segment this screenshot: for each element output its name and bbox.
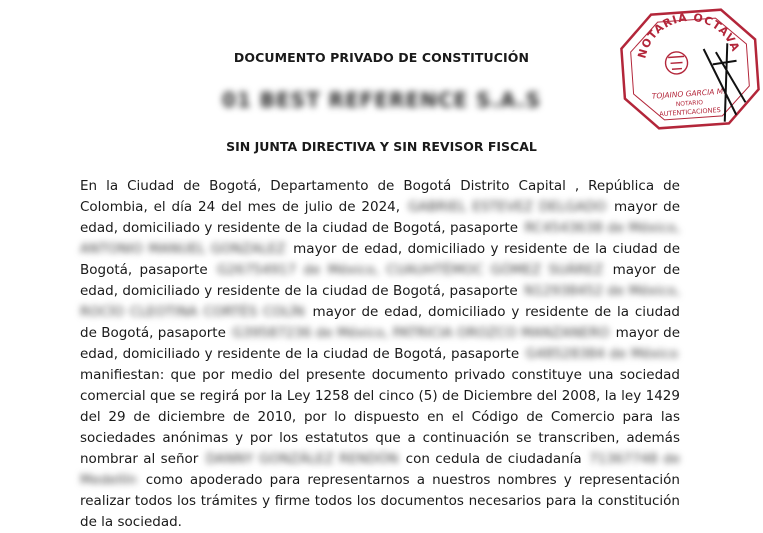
- stamp-line-3: AUTENTICACIONES: [659, 105, 721, 119]
- redacted-id-number: 71367748 de Medellín: [80, 451, 680, 488]
- company-name-redacted: 01 BEST REFERENCE S.A.S: [221, 88, 542, 112]
- constitution-body: [80, 176, 680, 533]
- redacted-name: GABRIEL ESTEVEZ DELGADO: [407, 199, 607, 215]
- stamp-line-1: TOJAINO GARCIA M.: [651, 86, 726, 101]
- redacted-passport: RC4543638 de México, ANTONIO MANUEL GONZALEZ: [80, 220, 680, 257]
- notary-stamp: [613, 1, 763, 137]
- redacted-passport: N12938452 de México, ROCÍO CLEOTINA CORTÉS COLÍN: [80, 283, 681, 320]
- document-title: DOCUMENTO PRIVADO DE CONSTITUCIÓN: [233, 50, 530, 65]
- redacted-passport: G48528384 de México: [525, 346, 678, 362]
- body-segment: mayor de edad, domiciliado y residente de la ciudad de Bogotá, pasaporte: [80, 262, 681, 299]
- body-segment: con cedula de ciudadanía: [405, 451, 582, 467]
- redacted-name: DANNY GONZÁLEZ RENDÓN: [205, 451, 399, 467]
- stamp-top-text: NOTARIA OCTAVA: [635, 10, 743, 60]
- notary-stamp-graphic: [613, 1, 763, 137]
- body-segment: mayor de edad, domiciliado y residente de la ciudad de Bogotá, pasaporte: [80, 325, 681, 362]
- redacted-passport: G39587236 de México, PATRICIA OROZCO MANZANERO: [232, 325, 610, 341]
- stamp-emblem-icon: [665, 51, 688, 74]
- document-subtitle: SIN JUNTA DIRECTIVA Y SIN REVISOR FISCAL: [226, 139, 537, 154]
- body-segment: mayor de edad, domiciliado y residente de la ciudad de Bogotá, pasaporte: [80, 304, 680, 341]
- body-segment: mayor de edad, domiciliado y residente de la ciudad de Bogotá, pasaporte: [80, 199, 681, 236]
- body-segment: manifiestan: que por medio del presente documento privado constituye una sociedad comercial que se regirá por la Ley 1258 del cinco (5) de Diciembre del 2008, la ley 1429 del 29 de diciembre de 2010, por lo dispuesto en el Código de Comercio para las sociedades anónimas y por los estatutos que a continuación se transcriben, además nombrar al señor: [80, 367, 680, 467]
- body-segment: mayor de edad, domiciliado y residente de la ciudad de Bogotá, pasaporte: [80, 241, 680, 278]
- body-segment: como apoderado para representarnos a nuestros nombres y representación realizar todos los trámites y firme todos los documentos necesarios para la constitución de la sociedad.: [80, 472, 680, 530]
- redacted-passport: G26754917 de México, CUAUHTÉMOC GÓMEZ SUÁREZ: [216, 262, 604, 278]
- body-paragraph: [80, 176, 680, 533]
- stamp-line-2: NOTARIO: [675, 99, 704, 109]
- body-segment: En la Ciudad de Bogotá, Departamento de Bogotá Distrito Capital , República de Colombia, el día 24 del mes de julio de 2024,: [80, 178, 680, 215]
